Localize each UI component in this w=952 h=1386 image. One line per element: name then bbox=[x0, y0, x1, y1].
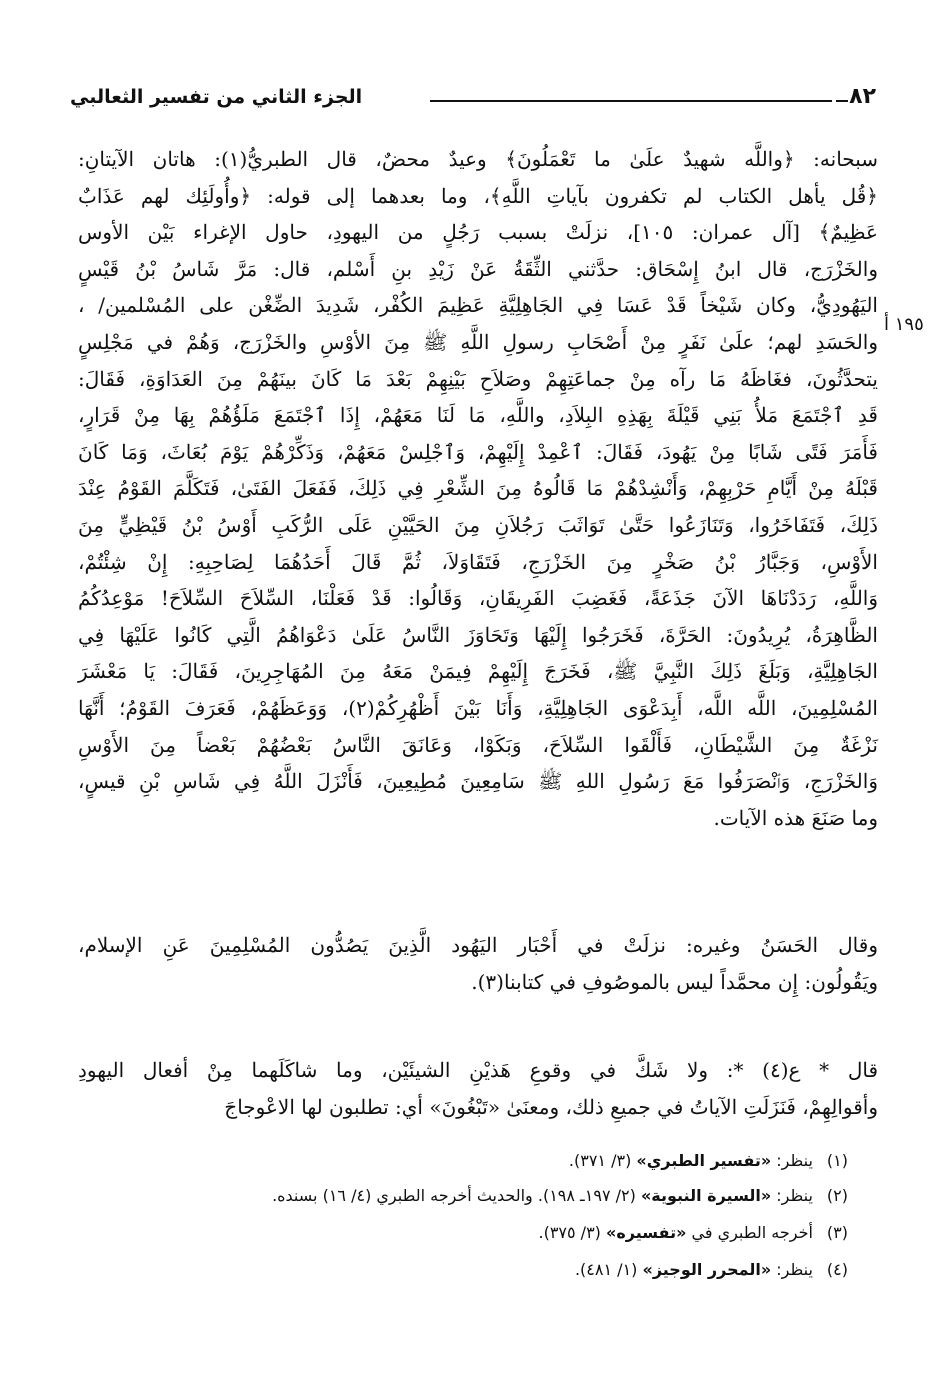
text-line: نَزْغَةٌ مِنَ الشَّيْطَانِ، فَأَلْقَوا السِّلاَحَ، وَبَكَوْا، وَعَانَقَ النَّاسُ بَعْضُهُمْ بَعْضاً مِنَ الأَوْسِ bbox=[78, 732, 878, 757]
footnote-text: (١/ ٤٨١). bbox=[574, 1260, 643, 1279]
text-line: وَاللَّهِ، رَدَدْنَاهَا الآنَ جَذَعَةً، فَغَضِبَ الفَرِيقَانِ، وَقَالُوا: قَدْ فَعَلْنَا، السِّلاَحَ السِّلاَحَ! مَوْعِدُكُمُ bbox=[78, 586, 878, 611]
running-header bbox=[70, 84, 876, 120]
margin-note: ١٩٥ أ bbox=[884, 314, 924, 335]
text-line: ﴿قُل يأهل الكتاب لم تكفرون بآياتِ اللَّهِ﴾، وما بعدهما إلى قوله: ﴿وأُولَئِك لهم عَذَابٌ bbox=[78, 183, 878, 208]
header-title: الجزء الثاني من تفسير الثعالبي bbox=[70, 86, 363, 108]
footnote bbox=[272, 1184, 848, 1208]
footnote-text: ينظر: bbox=[771, 1151, 813, 1170]
text-line: فَأَمَرَ فَتًى شَابًا مِنْ يَهُودَ، فَقَالَ: ٱعْمِدْ إِلَيْهِمْ، وَٱجْلِسْ مَعَهُمْ، وَذَكِّرْهُمْ يَوْمَ بُعَاثَ، وَمَا كَانَ bbox=[78, 439, 878, 464]
text-line: سبحانه: ﴿واللَّه شهيدٌ علَىٰ ما تَعْمَلُونَ﴾ وعيدٌ محضٌ، قال الطبريُّ(١): هاتان الآيتانِ: bbox=[78, 147, 878, 171]
footnote-text: ينظر: bbox=[771, 1186, 813, 1205]
text-line: الجَاهِلِيَّةِ، وَبَلَغَ ذَلِكَ النَّبِيَّ ﷺ، فَخَرَجَ إِلَيْهِمْ فِيمَنْ مَعَهُ مِنَ المُهَاجِرِينَ، فَقَالَ: يَا مَعْشَرَ bbox=[78, 659, 878, 684]
footnote-text: (٣/ ٣٧١). bbox=[568, 1151, 637, 1170]
text-line: يتحدَّثُونَ، فغَاظَهُ مَا رآه مِنْ جماعَتِهِمْ وصَلاَحِ بَيْنِهِمْ بَعْدَ مَا كَانَ بينَهُمْ مِنَ العَدَاوَةِ، فَقَالَ: bbox=[78, 366, 878, 391]
footnote-text: (٣/ ٣٧٥). bbox=[538, 1223, 606, 1242]
footnote bbox=[575, 1258, 848, 1282]
text-line: وما صَنَعَ هذه الآيات. bbox=[713, 805, 878, 830]
page-number: ٨٢ bbox=[849, 84, 876, 109]
footnote-text: ينظر: bbox=[771, 1260, 813, 1279]
text-line: عَظِيمٌ﴾ [آل عمران: ١٠٥]، نزلَتْ بسبب رَجُلٍ من اليهودِ، حاول الإغراء بَيْن الأوس bbox=[78, 220, 878, 245]
footnote bbox=[538, 1221, 848, 1245]
text-line: قَدِ ٱجْتَمَعَ مَلأُ بَنِي قَيْلَةَ بِهَذِهِ البِلاَدِ، واللَّهِ، مَا لَنَا مَعَهُمْ، إِذَا ٱجْتَمَعَ مَلَؤُهُمْ بِهَا مِنْ قَرَارٍ، bbox=[78, 403, 878, 428]
footnote-number: (١) bbox=[826, 1151, 848, 1170]
text-line: وقال الحَسَنُ وغيره: نزلَتْ في أَحْبَار اليَهُود الَّذِينَ يَصُدُّون المُسْلِمِينَ عَنِ الإسلام، bbox=[78, 933, 878, 957]
header-rule bbox=[430, 100, 832, 102]
footnote-number: (٢) bbox=[826, 1186, 848, 1205]
text-line: ذَلِكَ، فَتَفَاخَرُوا، وَتَنَازَعُوا حَتَّىٰ تَوَاثَبَ رَجُلاَنِ مِنَ الحَيَّيْنِ عَلَى الرُّكَبِ أَوْسُ بْنُ قَيْظِيٍّ مِنَ bbox=[78, 513, 878, 537]
text-line: ويَقُولُون: إِن محمَّداً ليس بالموصُوفِ في كتابنا(٣). bbox=[471, 970, 878, 994]
text-line: اليَهُودِيُّ، وكان شَيْخاً قَدْ عَسَا فِي الجَاهِلِيَّةِ عَظِيمَ الكُفْر، شَدِيدَ الضِّغْن على المُسْلمين/ ، bbox=[78, 293, 878, 318]
footnote-number: (٣) bbox=[826, 1223, 848, 1242]
text-line: الظَّاهِرَةُ، يُرِيدُونَ: الحَرَّةَ، فَخَرَجُوا إِلَيْهَا وَتَحَاوَزَ النَّاسُ عَلَىٰ دَعْوَاهُمُ الَّتِي كَانُوا عَلَيْهَا فِي bbox=[78, 622, 878, 647]
text-line: وأقوالِهِمْ، فَنَزَلَتِ الآياتُ في جميعِ ذلك، ومعنَىٰ «تَبْغُونَ» أي: تطلبون لها الاعْوجاجَ bbox=[224, 1095, 878, 1119]
footnote-number: (٤) bbox=[826, 1260, 848, 1279]
text-line: وَالخَزْرَجِ، وَٱنْصَرَفُوا مَعَ رَسُولِ اللهِ ﷺ سَامِعِينَ مُطِيعِينَ، فَأَنْزَلَ اللَّهُ فِي شَاسِ بْنِ قيسٍ، bbox=[78, 769, 878, 794]
footnote-source-title: «تفسير الطبري» bbox=[636, 1151, 772, 1170]
text-line: قال * ع(٤) *: ولا شَكَّ في وقوعِ هَذيْنِ الشيئَيْن، وما شاكَلَهما مِنْ أفعال اليهودِ bbox=[78, 1058, 879, 1082]
footnote-source-title: «السيرة النبوية» bbox=[640, 1186, 772, 1205]
footnote-text: (٢/ ١٩٧ـ ١٩٨). والحديث أخرجه الطبري (٤/ ١٦) بسنده. bbox=[272, 1186, 641, 1205]
footnote-source-title: «تفسيره» bbox=[606, 1223, 687, 1242]
text-line: والحَسَدِ لهم؛ علَىٰ نَفَرٍ مِنْ أَصْحَابِ رسولِ اللَّهِ ﷺ مِنَ الأوْسِ والخَزْرَج، وَهُمْ في مَجْلِسٍ bbox=[78, 330, 878, 354]
text-line: قَبْلَهُ مِنْ أَيَّامِ حَرْبِهِمْ، وَأَنْشِدْهُمْ مَا قَالُوهُ مِنَ الشِّعْرِ فِي ذَلِكَ، فَفَعَلَ الفَتَىٰ، فَتَكَلَّمَ القَوْمُ عِنْدَ bbox=[78, 476, 878, 501]
footnote-source-title: «المحرر الوجيز» bbox=[642, 1260, 772, 1279]
footnote-text: أخرجه الطبري في bbox=[686, 1223, 813, 1242]
text-line: والخَزْرَج، قال ابنُ إِسْحَاق: حدَّثني الثِّقَةُ عَنْ زَيْدِ بنِ أَسْلم، قال: مَرَّ شَاسُ بْنُ قَيْسٍ bbox=[78, 256, 878, 281]
footnote bbox=[569, 1149, 848, 1173]
text-line: المُسْلِمِينَ، اللَّه اللَّه، أَبِدَعْوَى الجَاهِلِيَّةِ، وَأَنَا بَيْنَ أَظْهُرِكُمْ(٢)، وَوَعَظَهُمْ، فَعَرَفَ القَوْمُ؛ أَنَّهَا bbox=[78, 696, 878, 720]
header-rule bbox=[836, 100, 848, 102]
text-line: الأَوْسِ، وَجَبَّارُ بْنُ صَخْرٍ مِنَ الخَزْرَجِ، فَتَقَاوَلاَ، ثُمَّ قَالَ أَحَدُهُمَا لِصَاحِبِهِ: إِنْ شِئْتُمْ، bbox=[78, 549, 878, 574]
